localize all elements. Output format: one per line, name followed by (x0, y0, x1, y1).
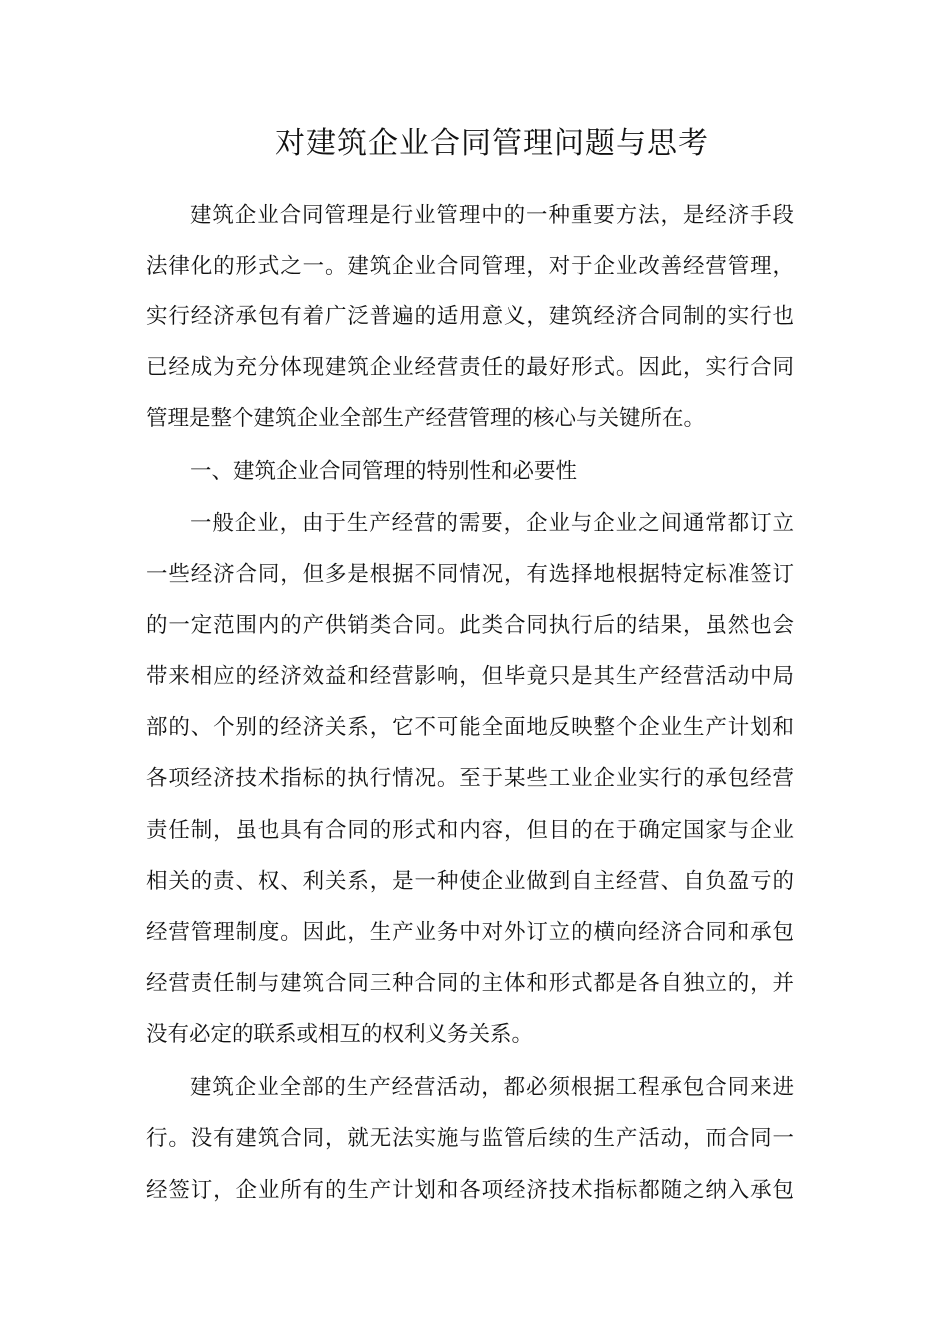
paragraph-line: 部的、个别的经济关系，它不可能全面地反映整个企业生产计划和 (146, 715, 794, 740)
paragraph-line: 一般企业，由于生产经营的需要，企业与企业之间通常都订立 (190, 511, 794, 536)
paragraph-line: 责任制，虽也具有合同的形式和内容，但目的在于确定国家与企业 (146, 818, 794, 843)
paragraph-line: 的一定范围内的产供销类合同。此类合同执行后的结果，虽然也会 (146, 613, 794, 638)
paragraph-line: 经签订，企业所有的生产计划和各项经济技术指标都随之纳入承包 (146, 1178, 794, 1203)
paragraph-line: 各项经济技术指标的执行情况。至于某些工业企业实行的承包经营 (146, 766, 794, 791)
paragraph-line: 行。没有建筑合同，就无法实施与监管后续的生产活动，而合同一 (146, 1126, 794, 1151)
paragraph-line: 经营管理制度。因此，生产业务中对外订立的横向经济合同和承包 (146, 920, 794, 945)
paragraph-line: 相关的责、权、利关系，是一种使企业做到自主经营、自负盈亏的 (146, 869, 794, 894)
paragraph-line: 法律化的形式之一。建筑企业合同管理，对于企业改善经营管理， (146, 254, 794, 279)
paragraph-line: 带来相应的经济效益和经营影响，但毕竟只是其生产经营活动中局 (146, 664, 794, 689)
paragraph-line: 实行经济承包有着广泛普遍的适用意义，建筑经济合同制的实行也 (146, 304, 794, 329)
section-heading: 一、建筑企业合同管理的特别性和必要性 (190, 459, 578, 484)
paragraph-line: 建筑企业合同管理是行业管理中的一种重要方法，是经济手段 (190, 203, 794, 228)
paragraph-line: 管理是整个建筑企业全部生产经营管理的核心与关键所在。 (146, 406, 706, 431)
paragraph-line: 没有必定的联系或相互的权利义务关系。 (146, 1022, 534, 1047)
paragraph-line: 一些经济合同，但多是根据不同情况，有选择地根据特定标准签订 (146, 562, 794, 587)
document-title: 对建筑企业合同管理问题与思考 (275, 126, 709, 161)
paragraph-line: 经营责任制与建筑合同三种合同的主体和形式都是各自独立的，并 (146, 971, 794, 996)
paragraph-line: 已经成为充分体现建筑企业经营责任的最好形式。因此，实行合同 (146, 355, 794, 380)
paragraph-line: 建筑企业全部的生产经营活动，都必须根据工程承包合同来进 (190, 1075, 794, 1100)
